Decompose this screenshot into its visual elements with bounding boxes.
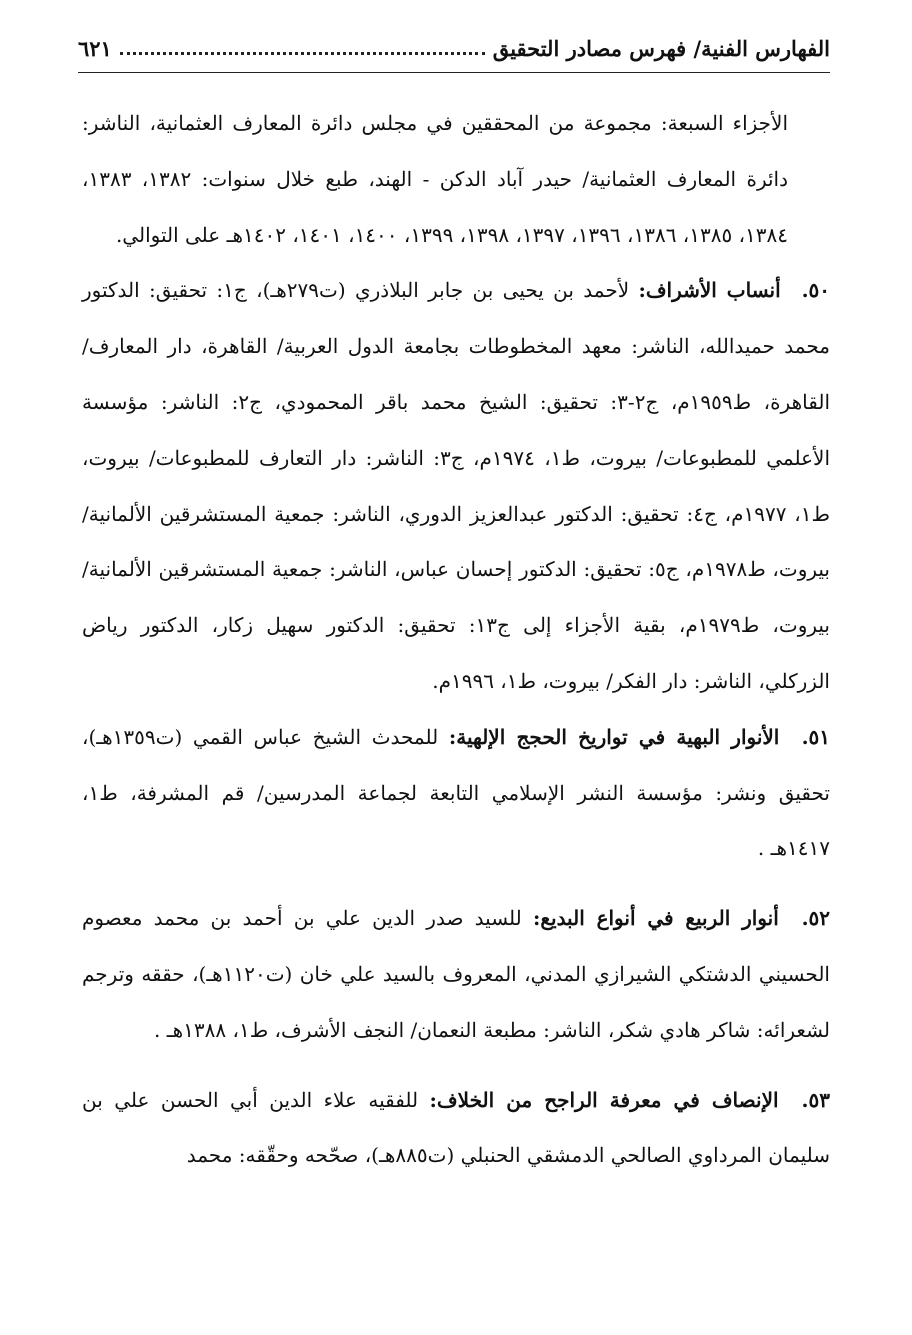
running-header xyxy=(78,28,830,68)
header-rule xyxy=(78,72,830,73)
page-number: ٦٢١ xyxy=(78,35,112,61)
entry-title: الأنوار البهية في تواريخ الحجج الإلهية: xyxy=(448,724,780,749)
bibliography-entry-51 xyxy=(82,710,830,877)
intro-paragraph: الأجزاء السبعة: مجموعة من المحققين في مجلس دائرة المعارف العثمانية، الناشر: دائرة المعارف العثمانية/ حيدر آباد الدكن - الهند، طبع خلال سنوات: ١٣٨٢، ١٣٨٣، ١٣٨٤، ١٣٨٥، ١٣٨٦، ١٣٩٦، ١٣٩٧، ١٣٩٨، ١٣٩٩، ١٤٠٠، ١٤٠١، ١٤٠٢هـ على التوالي. xyxy=(82,111,789,247)
entry-title: أنوار الربيع في أنواع البديع: xyxy=(532,906,779,931)
bibliography-entry-53 xyxy=(82,1073,830,1185)
header-dot-leader xyxy=(120,52,485,55)
header-title: الفهارس الفنية/ فهرس مصادر التحقيق xyxy=(492,35,830,61)
bibliography-entry-52 xyxy=(82,891,830,1058)
entry-text: للسيد صدر الدين علي بن أحمد بن محمد معصوم الحسيني الدشتكي الشيرازي المدني، المعروف بالسيد علي خان (ت١١٢٠هـ)، حققه وترجم لشعرائه: شاكر هادي شكر، الناشر: مطبعة النعمان/ النجف الأشرف، ط١، ١٣٨٨هـ . xyxy=(82,906,830,1042)
entry-title: أنساب الأشراف: xyxy=(638,278,781,303)
entry-number: ٥٠. xyxy=(801,278,831,303)
entry-text: لأحمد بن يحيى بن جابر البلاذري (ت٢٧٩هـ)، ج١: تحقيق: الدكتور محمد حميدالله، الناشر: معهد المخطوطات بجامعة الدول العربية/ القاهرة، دار المعارف/ القاهرة، ط١٩٥٩م، ج٢-٣: تحقيق: الشيخ محمد باقر المحمودي، ج٢: الناشر: مؤسسة الأعلمي للمطبوعات/ بيروت، ط١، ١٩٧٤م، ج٣: الناشر: دار التعارف للمطبوعات/ بيروت، ط١، ١٩٧٧م، ج٤: تحقيق: الدكتور عبدالعزيز الدوري، الناشر: جمعية المستشرقين الألمانية/ بيروت، ط١٩٧٨م، ج٥: تحقيق: الدكتور إحسان عباس، الناشر: جمعية المستشرقين الألمانية/ بيروت، ط١٩٧٩م، بقية الأجزاء إلى ج١٣: تحقيق: الدكتور سهيل زكار، الدكتور رياض الزركلي، الناشر: دار الفكر/ بيروت، ط١، ١٩٩٦م. xyxy=(82,278,831,693)
entry-number: ٥٢. xyxy=(801,906,831,931)
entry-text: للمحدث الشيخ عباس القمي (ت١٣٥٩هـ)، تحقيق ونشر: مؤسسة النشر الإسلامي التابعة لجماعة المدرسين/ قم المشرفة، ط١، ١٤١٧هـ . xyxy=(82,724,830,861)
entry-number: ٥٣. xyxy=(801,1087,830,1112)
entry-number: ٥١. xyxy=(801,724,831,749)
entry-title: الإنصاف في معرفة الراجح من الخلاف: xyxy=(429,1087,779,1112)
page-body xyxy=(82,96,831,1184)
entry-text: للفقيه علاء الدين أبي الحسن علي بن سليمان المرداوي الصالحي الدمشقي الحنبلي (ت٨٨٥هـ)، صحّحه وحقّقه: محمد xyxy=(82,1087,830,1168)
bibliography-entry-50 xyxy=(82,263,830,709)
